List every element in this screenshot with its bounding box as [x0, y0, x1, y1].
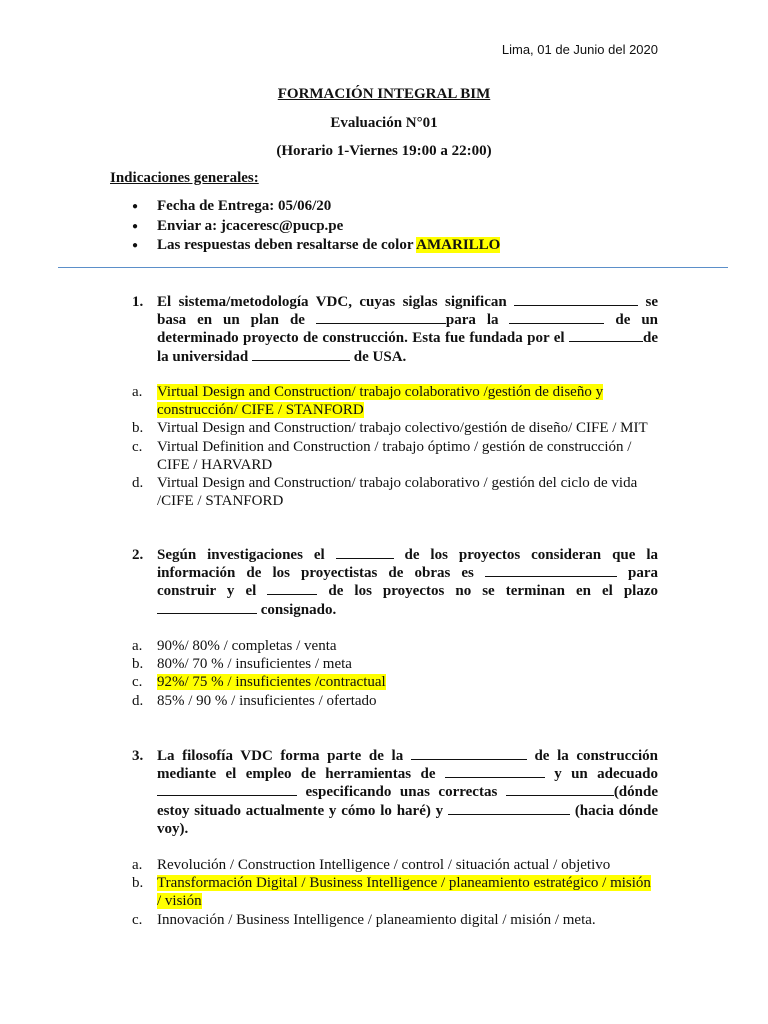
- answer-blank: [316, 311, 446, 324]
- answer-blank: [448, 802, 570, 815]
- indications-heading: Indicaciones generales:: [110, 170, 259, 186]
- option-d[interactable]: d. 85% / 90 % / insuficientes / ofertado: [132, 692, 377, 709]
- question-number: 3.: [132, 748, 144, 764]
- question-2: [132, 546, 658, 619]
- option-b[interactable]: b. Transformación Digital / Business Intelligence / planeamiento estratégico / misión / visión: [132, 875, 651, 910]
- option-b[interactable]: b. 80%/ 70 % / insuficientes / meta: [132, 656, 352, 673]
- document-date: Lima, 01 de Junio del 2020: [501, 42, 658, 57]
- indication-item: ● Fecha de Entrega: 05/06/20: [132, 197, 500, 217]
- option-a[interactable]: a. Revolución / Construction Intelligence / control / situación actual / objetivo: [132, 857, 611, 873]
- answer-blank: [445, 765, 545, 778]
- answer-blank: [336, 546, 394, 559]
- question-number: 2.: [132, 547, 144, 563]
- question-text: La filosofía VDC forma parte de la de la construcción mediante el empleo de herramientas de y un adecuado especificando unas correctas (dónde estoy situado actualmente y cómo lo haré) y (hacia dónde voy).: [157, 748, 659, 837]
- course-title: FORMACIÓN INTEGRAL BIM: [277, 86, 491, 102]
- option-c[interactable]: c. Innovación / Business Intelligence / planeamiento digital / misión / meta.: [132, 911, 596, 928]
- answer-blank: [509, 311, 604, 324]
- answer-blank: [252, 348, 350, 361]
- answer-blank: [514, 293, 638, 306]
- evaluation-title: Evaluación N°01: [330, 115, 438, 131]
- answer-blank: [411, 747, 527, 760]
- question-2-options: [132, 637, 652, 710]
- answer-blank: [506, 783, 614, 796]
- answer-blank: [569, 329, 643, 342]
- answer-blank: [157, 783, 297, 796]
- answer-blank: [485, 564, 617, 577]
- option-a[interactable]: a. 90%/ 80% / completas / venta: [132, 638, 337, 654]
- highlight-word: AMARILLO: [416, 237, 501, 253]
- schedule-line: (Horario 1-Viernes 19:00 a 22:00): [276, 143, 492, 159]
- question-text: El sistema/metodología VDC, cuyas siglas significan se basa en un plan de para la de un determinado proyecto de construcción. Esta fue fundada por el de la universidad de USA.: [157, 294, 659, 365]
- horizontal-divider: [58, 267, 728, 268]
- option-c[interactable]: c. 92%/ 75 % / insuficientes /contractual: [132, 674, 386, 691]
- question-number: 1.: [132, 294, 144, 310]
- indication-item: ● Enviar a: jcaceresc@pucp.pe: [132, 217, 500, 237]
- question-1: [132, 293, 658, 366]
- question-3: [132, 747, 658, 838]
- option-a[interactable]: a. Virtual Design and Construction/ trabajo colaborativo /gestión de diseño y construcción/ CIFE / STANFORD: [132, 384, 604, 419]
- option-d[interactable]: d. Virtual Design and Construction/ trabajo colaborativo / gestión del ciclo de vida /CIFE / STANFORD: [132, 475, 638, 510]
- question-1-options: [132, 383, 652, 510]
- indication-item: ● Las respuestas deben resaltarse de color AMARILLO: [132, 236, 500, 256]
- answer-blank: [267, 582, 317, 595]
- question-3-options: [132, 856, 652, 929]
- option-c[interactable]: c. Virtual Definition and Construction / trabajo óptimo / gestión de construcción / CIFE / HARVARD: [132, 438, 632, 473]
- indications-list: [132, 197, 500, 256]
- option-b[interactable]: b. Virtual Design and Construction/ trabajo colectivo/gestión de diseño/ CIFE / MIT: [132, 420, 648, 437]
- answer-blank: [157, 601, 257, 614]
- question-text: Según investigaciones el de los proyectos consideran que la información de los proyectistas de obras es para construir y el de los proyectos no se terminan en el plazo consignado.: [157, 547, 659, 618]
